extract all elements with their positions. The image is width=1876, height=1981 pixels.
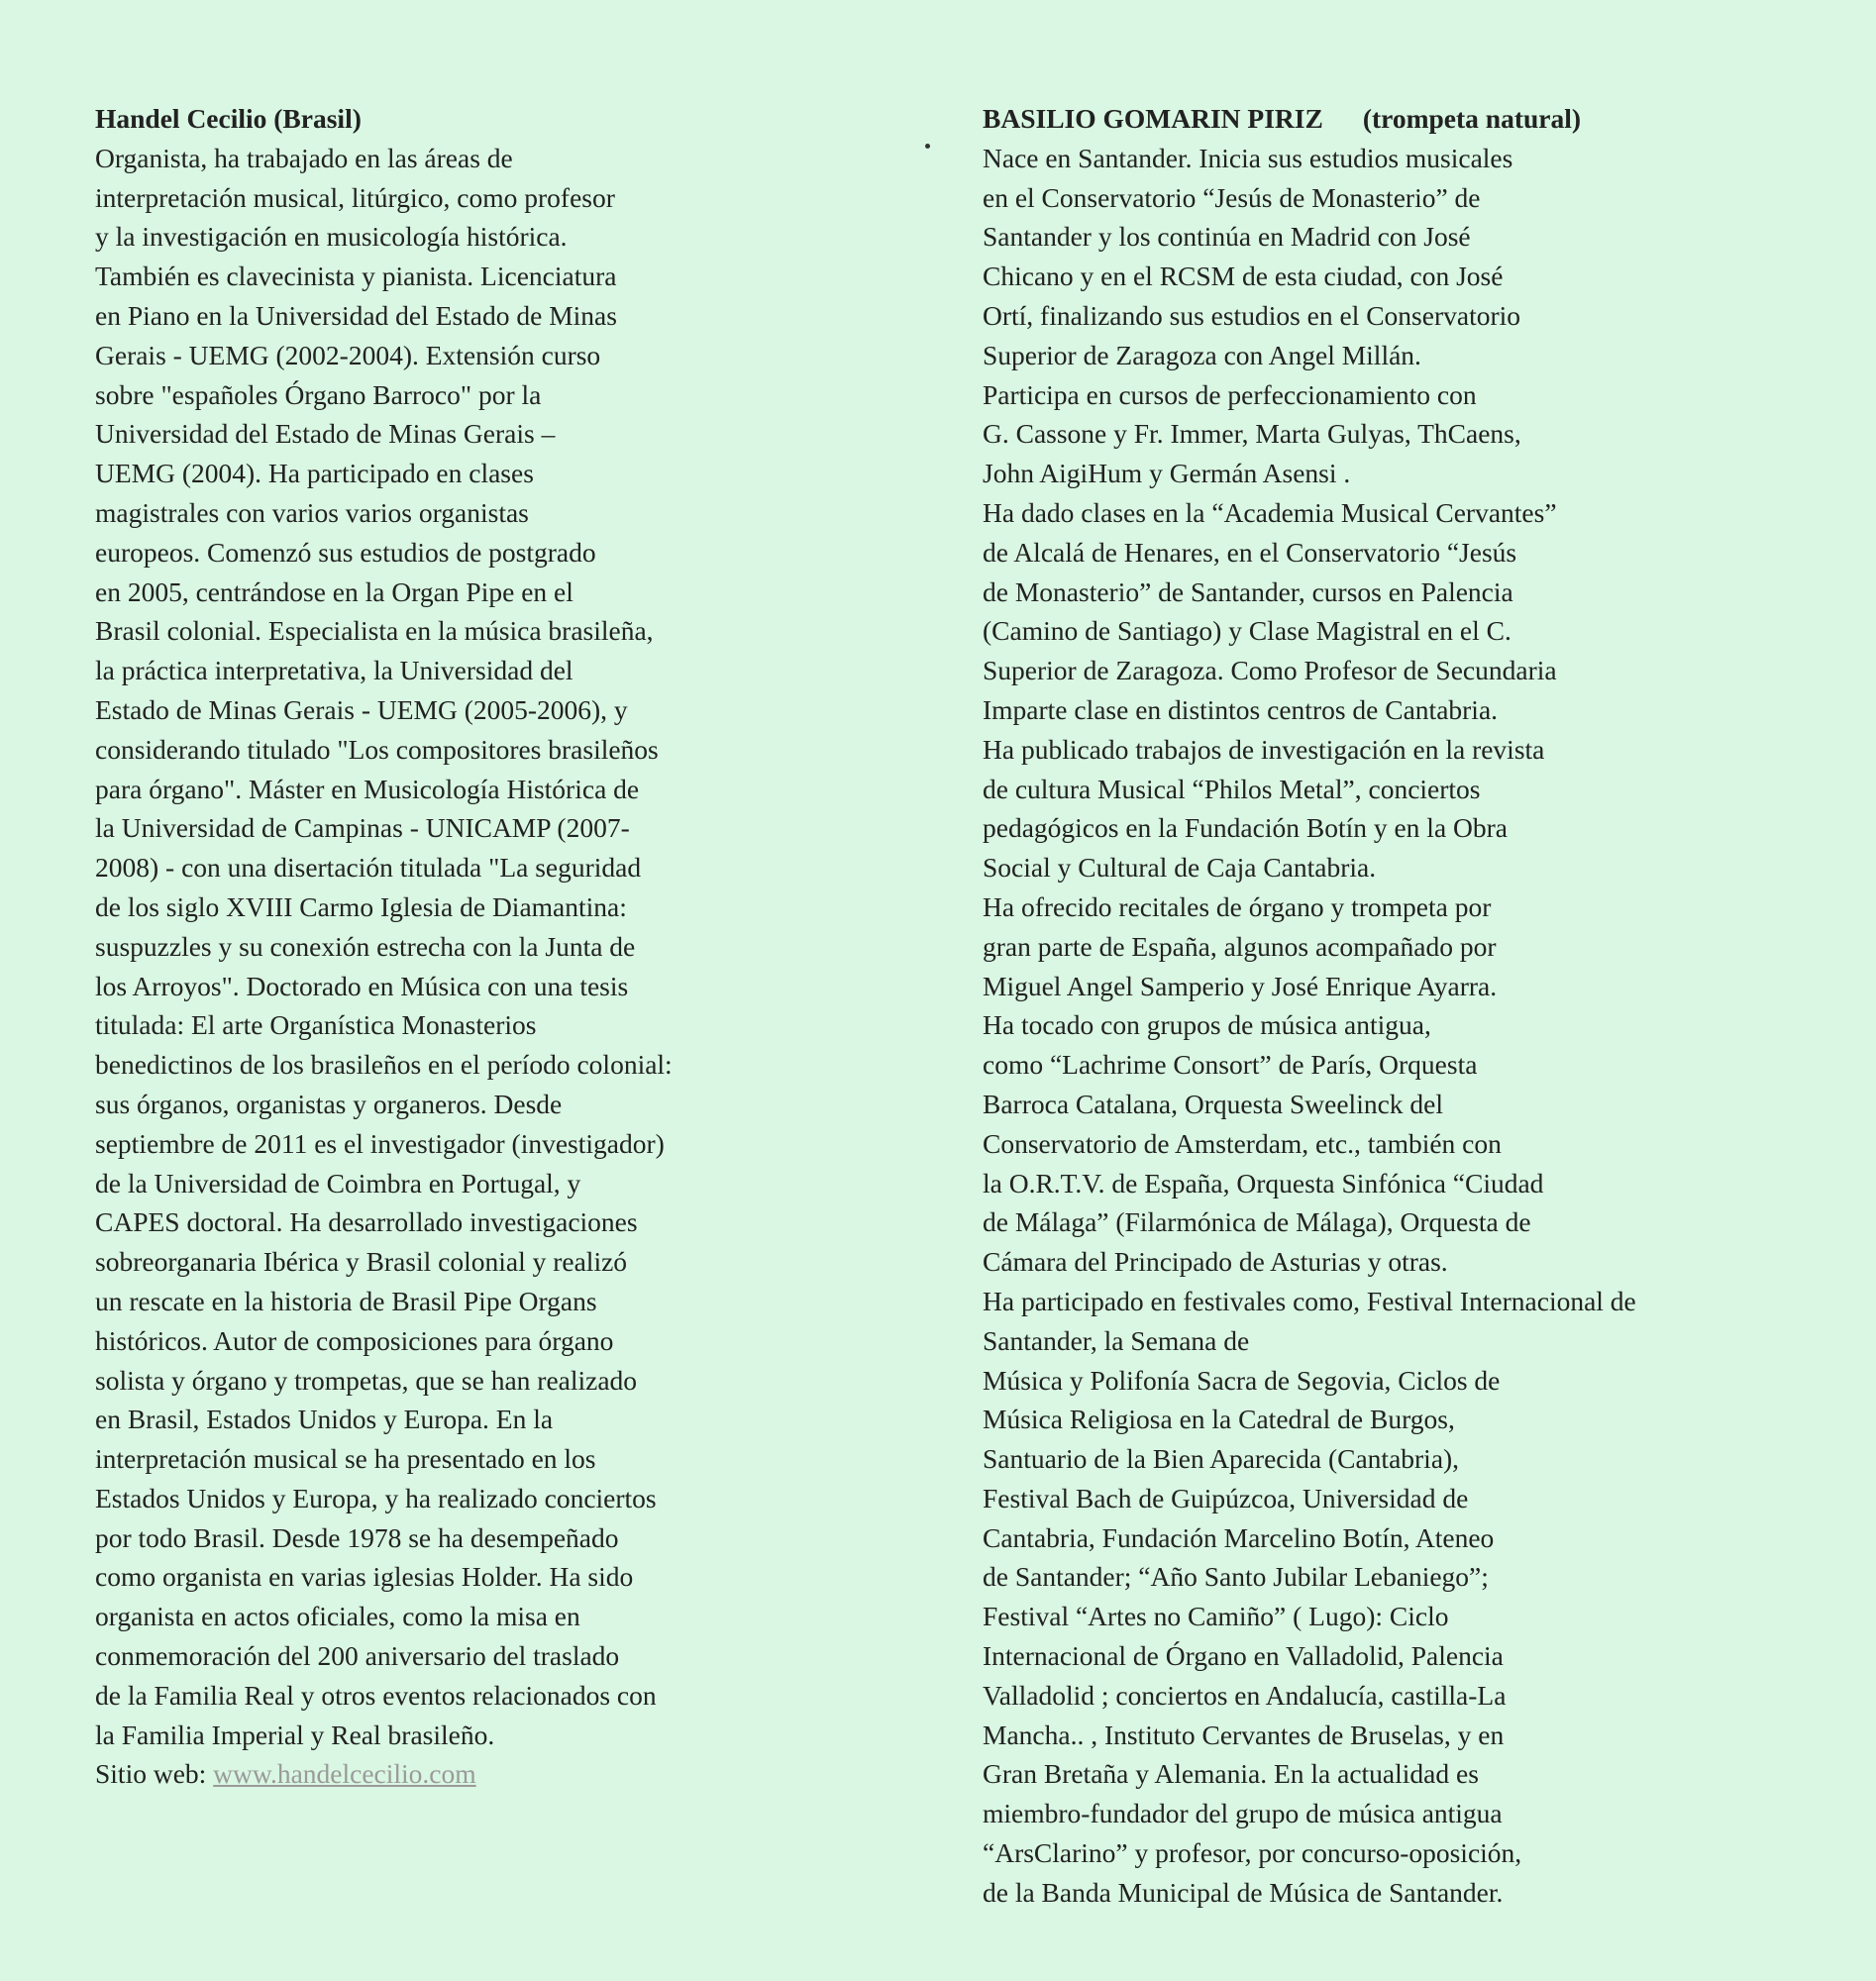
website-link[interactable]: www.handelcecilio.com xyxy=(213,1758,476,1790)
text-line: la Familia Imperial y Real brasileño. xyxy=(95,1719,495,1750)
text-line: John AigiHum y Germán Asensi . xyxy=(983,458,1351,489)
text-line: pedagógicos en la Fundación Botín y en la Obra xyxy=(983,812,1509,844)
right-heading-role: (trompeta natural) xyxy=(1362,103,1582,134)
text-line: Conservatorio de Amsterdam, etc., también con xyxy=(983,1127,1502,1159)
text-line: en 2005, centrándose en la Organ Pipe en el xyxy=(95,575,573,607)
text-line: septiembre de 2011 es el investigador (investigador) xyxy=(95,1127,665,1159)
text-line: históricos. Autor de composiciones para órgano xyxy=(95,1324,614,1356)
text-line: Gerais - UEMG (2002-2004). Extensión curso xyxy=(95,339,601,370)
right-biography xyxy=(983,99,1636,1913)
text-line: Santander y los continúa en Madrid con José xyxy=(983,221,1471,253)
text-line: por todo Brasil. Desde 1978 se ha desempeñado xyxy=(95,1521,619,1553)
text-line: Organista, ha trabajado en las áreas de xyxy=(95,142,513,173)
text-line: Ha publicado trabajos de investigación en la revista xyxy=(983,733,1545,765)
text-line: Imparte clase en distintos centros de Cantabria. xyxy=(983,693,1499,725)
text-line: benedictinos de los brasileños en el período colonial: xyxy=(95,1049,673,1081)
text-line: Superior de Zaragoza con Angel Millán. xyxy=(983,339,1421,370)
left-heading: Handel Cecilio (Brasil) xyxy=(95,103,362,134)
right-heading-name: BASILIO GOMARIN PIRIZ xyxy=(983,103,1323,134)
text-line: UEMG (2004). Ha participado en clases xyxy=(95,458,534,489)
right-body xyxy=(983,139,1636,1913)
text-line: Estados Unidos y Europa, y ha realizado conciertos xyxy=(95,1482,657,1513)
text-line: de Santander; “Año Santo Jubilar Lebaniego”; xyxy=(983,1561,1489,1593)
text-line: Miguel Angel Samperio y José Enrique Ayarra. xyxy=(983,970,1498,1001)
text-line: G. Cassone y Fr. Immer, Marta Gulyas, ThCaens, xyxy=(983,418,1521,450)
text-line: de los siglo XVIII Carmo Iglesia de Diamantina: xyxy=(95,890,627,922)
left-biography xyxy=(95,99,673,1794)
text-line: CAPES doctoral. Ha desarrollado investigaciones xyxy=(95,1206,638,1238)
text-line: Chicano y en el RCSM de esta ciudad, con José xyxy=(983,261,1504,292)
text-line: la O.R.T.V. de España, Orquesta Sinfónica “Ciudad xyxy=(983,1167,1544,1199)
text-line: de Málaga” (Filarmónica de Málaga), Orquesta de xyxy=(983,1206,1531,1238)
text-line: Mancha.. , Instituto Cervantes de Bruselas, y en xyxy=(983,1719,1505,1750)
ink-dot xyxy=(925,144,930,149)
text-line: miembro-fundador del grupo de música antigua xyxy=(983,1798,1503,1829)
text-line: (Camino de Santiago) y Clase Magistral en el C. xyxy=(983,615,1511,647)
text-line: 2008) - con una disertación titulada "La seguridad xyxy=(95,852,642,884)
text-line: Participa en cursos de perfeccionamiento con xyxy=(983,378,1477,410)
text-line: como organista en varias iglesias Holder. Ha sido xyxy=(95,1561,634,1593)
text-line: considerando titulado "Los compositores brasileños xyxy=(95,733,659,765)
text-line: Universidad del Estado de Minas Gerais – xyxy=(95,418,556,450)
text-line: Cantabria, Fundación Marcelino Botín, Ateneo xyxy=(983,1521,1495,1553)
text-line: conmemoración del 200 aniversario del traslado xyxy=(95,1640,620,1672)
text-line: para órgano". Máster en Musicología Histórica de xyxy=(95,773,640,804)
text-line: organista en actos oficiales, como la misa en xyxy=(95,1601,580,1632)
text-line: de Monasterio” de Santander, cursos en Palencia xyxy=(983,575,1513,607)
text-line: suspuzzles y su conexión estrecha con la Junta de xyxy=(95,930,636,962)
text-line: Ha tocado con grupos de música antigua, xyxy=(983,1009,1431,1041)
text-line: Superior de Zaragoza. Como Profesor de Secundaria xyxy=(983,655,1557,686)
text-line: interpretación musical se ha presentado en los xyxy=(95,1443,596,1475)
text-line: Música Religiosa en la Catedral de Burgos, xyxy=(983,1404,1455,1435)
text-line: Santander, la Semana de xyxy=(983,1324,1250,1356)
text-line: Internacional de Órgano en Valladolid, Palencia xyxy=(983,1640,1504,1672)
text-line: Ha participado en festivales como, Festival Internacional de xyxy=(983,1285,1636,1316)
text-line: en el Conservatorio “Jesús de Monasterio” de xyxy=(983,181,1481,213)
text-line: interpretación musical, litúrgico, como profesor xyxy=(95,181,615,213)
text-line: También es clavecinista y pianista. Licenciatura xyxy=(95,261,617,292)
text-line: gran parte de España, algunos acompañado por xyxy=(983,930,1497,962)
text-line: Ortí, finalizando sus estudios en el Conservatorio xyxy=(983,299,1521,331)
text-line: en Brasil, Estados Unidos y Europa. En la xyxy=(95,1404,554,1435)
text-line: de la Banda Municipal de Música de Santander. xyxy=(983,1876,1504,1908)
text-line: Festival Bach de Guipúzcoa, Universidad de xyxy=(983,1482,1469,1513)
text-line: Valladolid ; conciertos en Andalucía, castilla-La xyxy=(983,1679,1507,1711)
text-line: Barroca Catalana, Orquesta Sweelinck del xyxy=(983,1088,1444,1119)
right-heading xyxy=(983,99,1636,139)
text-line: Social y Cultural de Caja Cantabria. xyxy=(983,852,1377,884)
text-line: Nace en Santander. Inicia sus estudios musicales xyxy=(983,142,1513,173)
text-line: Brasil colonial. Especialista en la música brasileña, xyxy=(95,615,654,647)
text-line: y la investigación en musicología histórica. xyxy=(95,221,568,253)
text-line: de Alcalá de Henares, en el Conservatorio “Jesús xyxy=(983,536,1517,568)
text-line: de cultura Musical “Philos Metal”, conciertos xyxy=(983,773,1481,804)
text-line: europeos. Comenzó sus estudios de postgrado xyxy=(95,536,596,568)
text-line: titulada: El arte Organística Monasterios xyxy=(95,1009,537,1041)
text-line: Cámara del Principado de Asturias y otras. xyxy=(983,1246,1448,1278)
text-line: sobreorganaria Ibérica y Brasil colonial y realizó xyxy=(95,1246,628,1278)
text-line: de la Familia Real y otros eventos relacionados con xyxy=(95,1679,657,1711)
text-line: Santuario de la Bien Aparecida (Cantabria), xyxy=(983,1443,1460,1475)
text-line: Música y Polifonía Sacra de Segovia, Ciclos de xyxy=(983,1364,1501,1396)
text-line: “ArsClarino” y profesor, por concurso-oposición, xyxy=(983,1837,1522,1869)
text-line: Gran Bretaña y Alemania. En la actualidad es xyxy=(983,1758,1479,1790)
text-line: un rescate en la historia de Brasil Pipe Organs xyxy=(95,1285,597,1316)
text-line: Festival “Artes no Camiño” ( Lugo): Ciclo xyxy=(983,1601,1449,1632)
text-line: los Arroyos". Doctorado en Música con una tesis xyxy=(95,970,629,1001)
text-line: magistrales con varios varios organistas xyxy=(95,496,529,528)
website-line xyxy=(95,1754,673,1794)
text-line: Ha dado clases en la “Academia Musical Cervantes” xyxy=(983,496,1557,528)
text-line: sobre "españoles Órgano Barroco" por la xyxy=(95,378,542,410)
text-line: Estado de Minas Gerais - UEMG (2005-2006), y xyxy=(95,693,628,725)
text-line: Ha ofrecido recitales de órgano y trompeta por xyxy=(983,890,1492,922)
text-line: como “Lachrime Consort” de París, Orquesta xyxy=(983,1049,1478,1081)
text-line: de la Universidad de Coimbra en Portugal, y xyxy=(95,1167,581,1199)
text-line: sus órganos, organistas y organeros. Desde xyxy=(95,1088,563,1119)
text-line: solista y órgano y trompetas, que se han realizado xyxy=(95,1364,638,1396)
text-line: la práctica interpretativa, la Universidad del xyxy=(95,655,573,686)
left-body xyxy=(95,139,673,1755)
text-line: la Universidad de Campinas - UNICAMP (2007- xyxy=(95,812,630,844)
text-line: en Piano en la Universidad del Estado de Minas xyxy=(95,299,617,331)
website-label: Sitio web: xyxy=(95,1758,207,1790)
